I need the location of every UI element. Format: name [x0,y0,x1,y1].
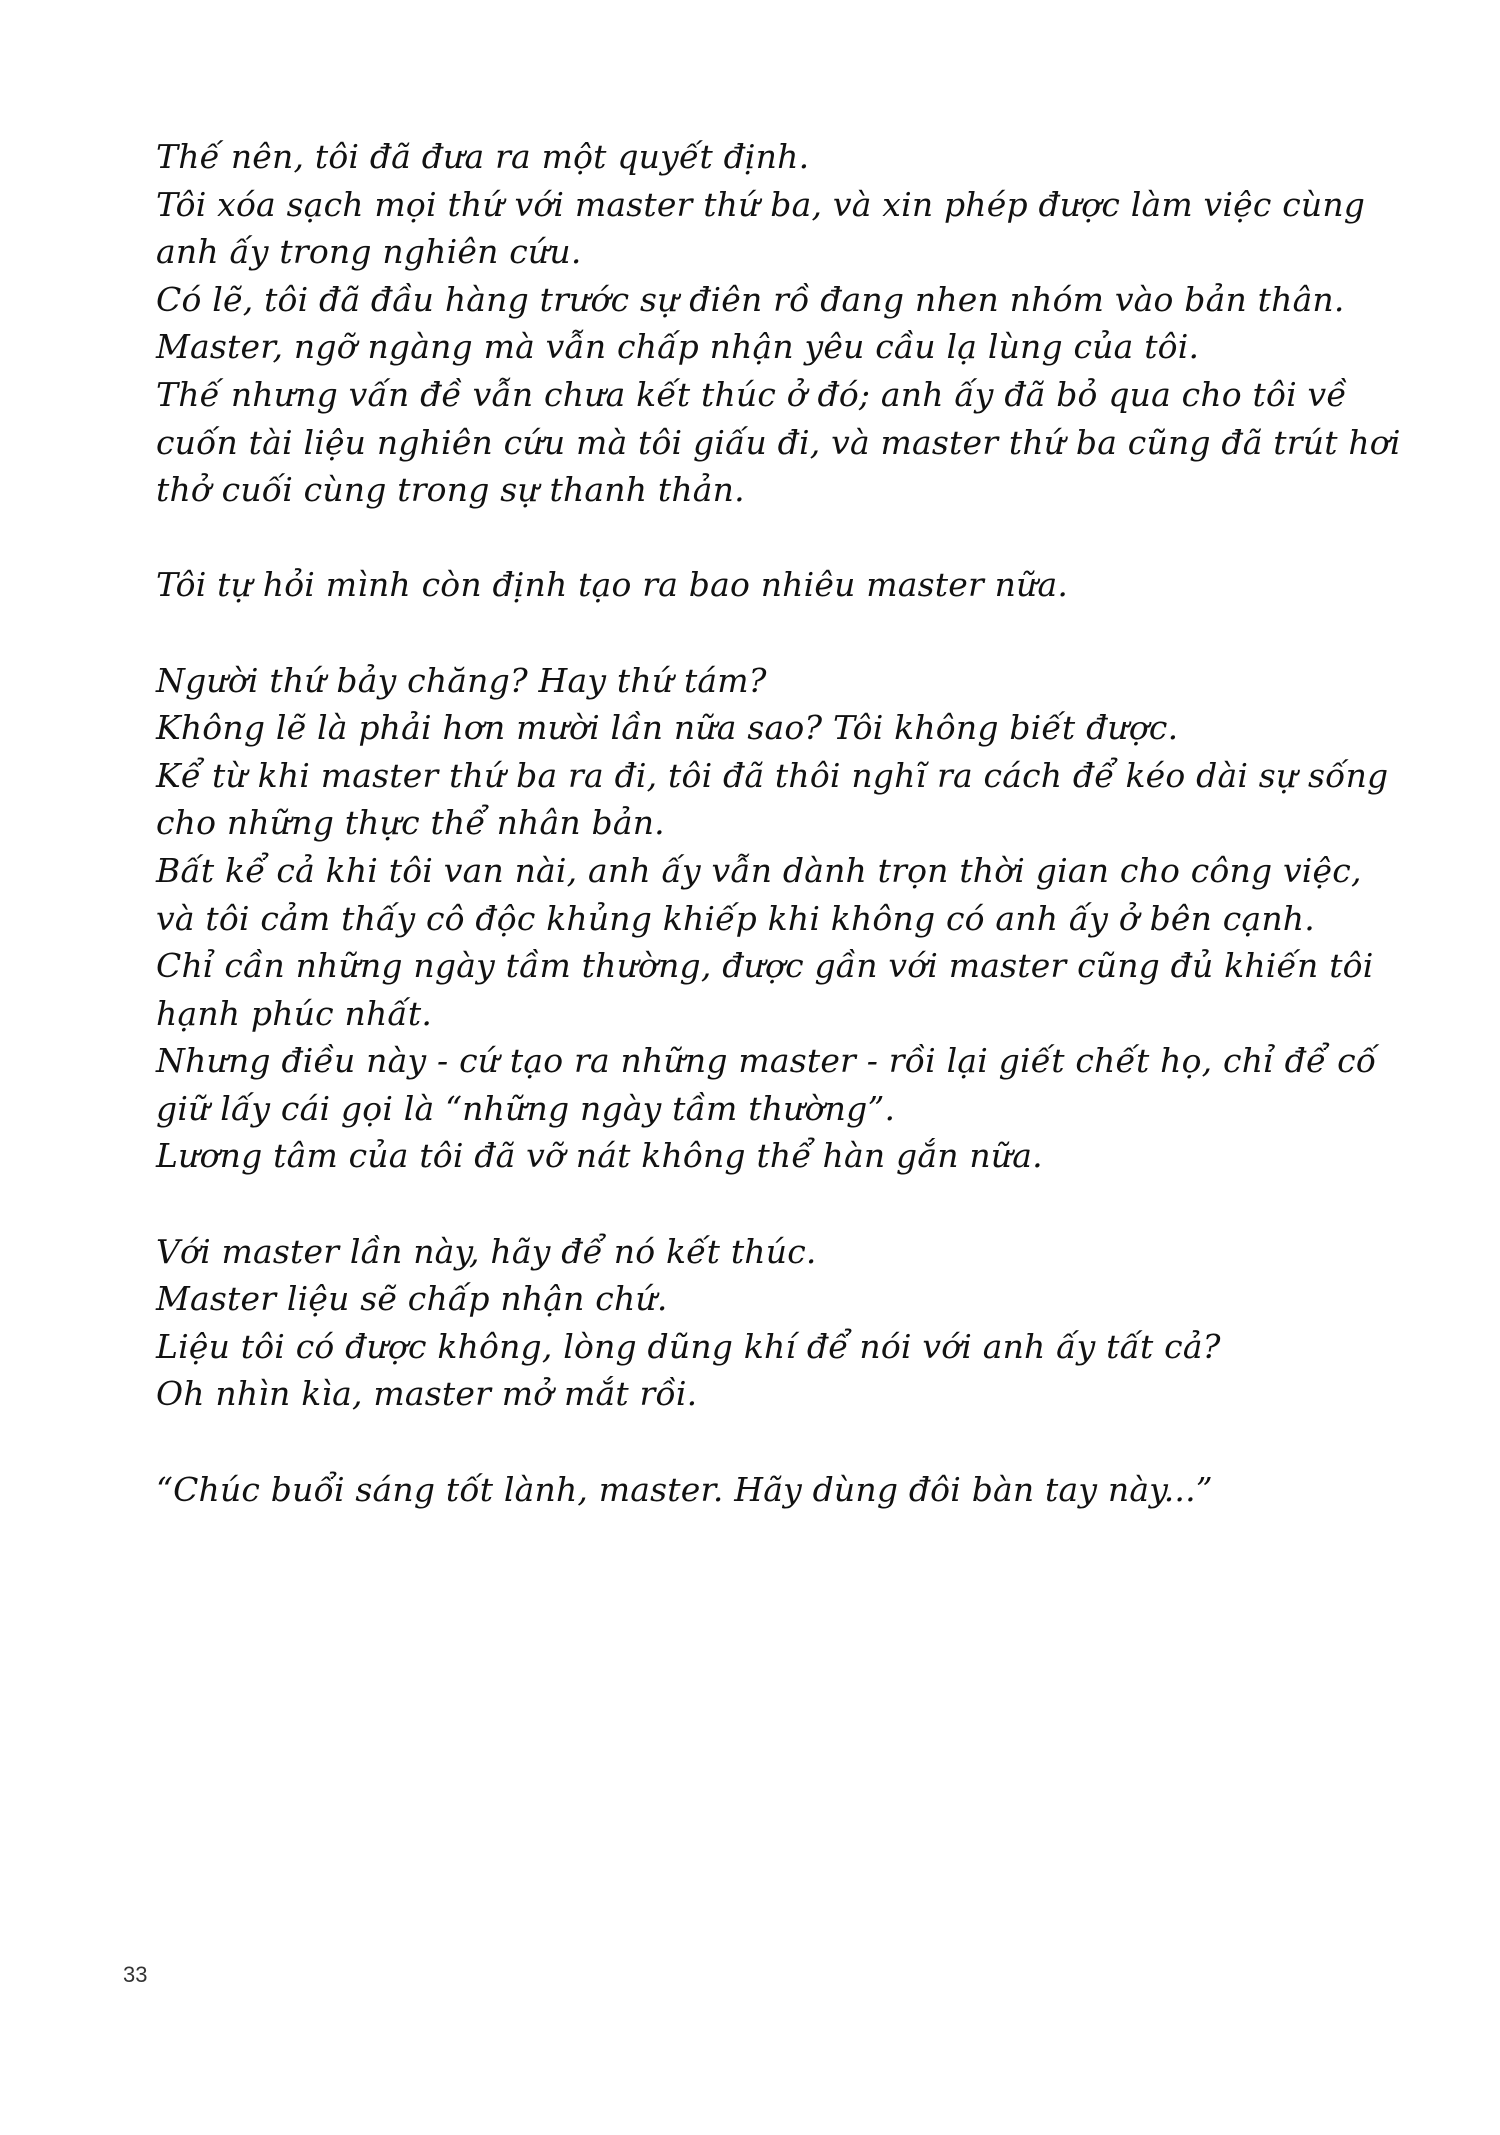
story-text [156,133,1401,1513]
text-line: hạnh phúc nhất. [156,993,433,1033]
text-line: Master, ngỡ ngàng mà vẫn chấp nhận yêu cầu lạ lùng của tôi. [156,327,1200,367]
text-line: giữ lấy cái gọi là “những ngày tầm thường”. [156,1088,896,1128]
paragraph-3 [156,657,1396,1181]
text-line: Thế nên, tôi đã đưa ra một quyết định. [156,137,810,176]
text-line: Bất kể cả khi tôi van nài, anh ấy vẫn dành trọn thời gian cho công việc, [156,850,1362,890]
text-line: Master liệu sẽ chấp nhận chứ. [156,1279,668,1319]
text-line: anh ấy trong nghiên cứu. [156,232,582,272]
text-line: Tôi tự hỏi mình còn định tạo ra bao nhiêu master nữa. [156,565,1069,605]
paragraph-2 [156,561,1396,609]
text-line: Oh nhìn kìa, master mở mắt rồi. [156,1374,698,1414]
paragraph-4 [156,1228,1396,1418]
text-line: Không lẽ là phải hơn mười lần nữa sao? Tôi không biết được. [156,708,1179,748]
text-line: Nhưng điều này - cứ tạo ra những master - rồi lại giết chết họ, chỉ để cố [156,1041,1377,1081]
text-line: Chỉ cần những ngày tầm thường, được gần với master cũng đủ khiến tôi [156,946,1374,986]
page-number: 33 [123,1962,148,1987]
text-line: Với master lần này, hãy để nó kết thúc. [156,1231,817,1271]
text-line: Kể từ khi master thứ ba ra đi, tôi đã thôi nghĩ ra cách để kéo dài sự sống [156,755,1389,795]
text-line: thở cuối cùng trong sự thanh thản. [156,470,745,510]
text-line: Có lẽ, tôi đã đầu hàng trước sự điên rồ đang nhen nhóm vào bản thân. [156,279,1345,319]
text-line: cuốn tài liệu nghiên cứu mà tôi giấu đi, và master thứ ba cũng đã trút hơi [156,422,1401,462]
paragraph-1 [156,133,1401,514]
text-line: Lương tâm của tôi đã vỡ nát không thể hàn gắn nữa. [156,1136,1043,1176]
text-line: Liệu tôi có được không, lòng dũng khí để nói với anh ấy tất cả? [156,1326,1221,1366]
text-line: cho những thực thể nhân bản. [156,803,665,843]
text-line: Tôi xóa sạch mọi thứ với master thứ ba, và xin phép được làm việc cùng [156,184,1366,224]
text-line: và tôi cảm thấy cô độc khủng khiếp khi không có anh ấy ở bên cạnh. [156,898,1315,938]
paragraph-5 [156,1466,1396,1514]
text-line: “Chúc buổi sáng tốt lành, master. Hãy dùng đôi bàn tay này...” [156,1469,1213,1509]
text-line: Người thứ bảy chăng? Hay thứ tám? [156,660,767,700]
text-line: Thế nhưng vấn đề vẫn chưa kết thúc ở đó; anh ấy đã bỏ qua cho tôi về [156,374,1347,414]
